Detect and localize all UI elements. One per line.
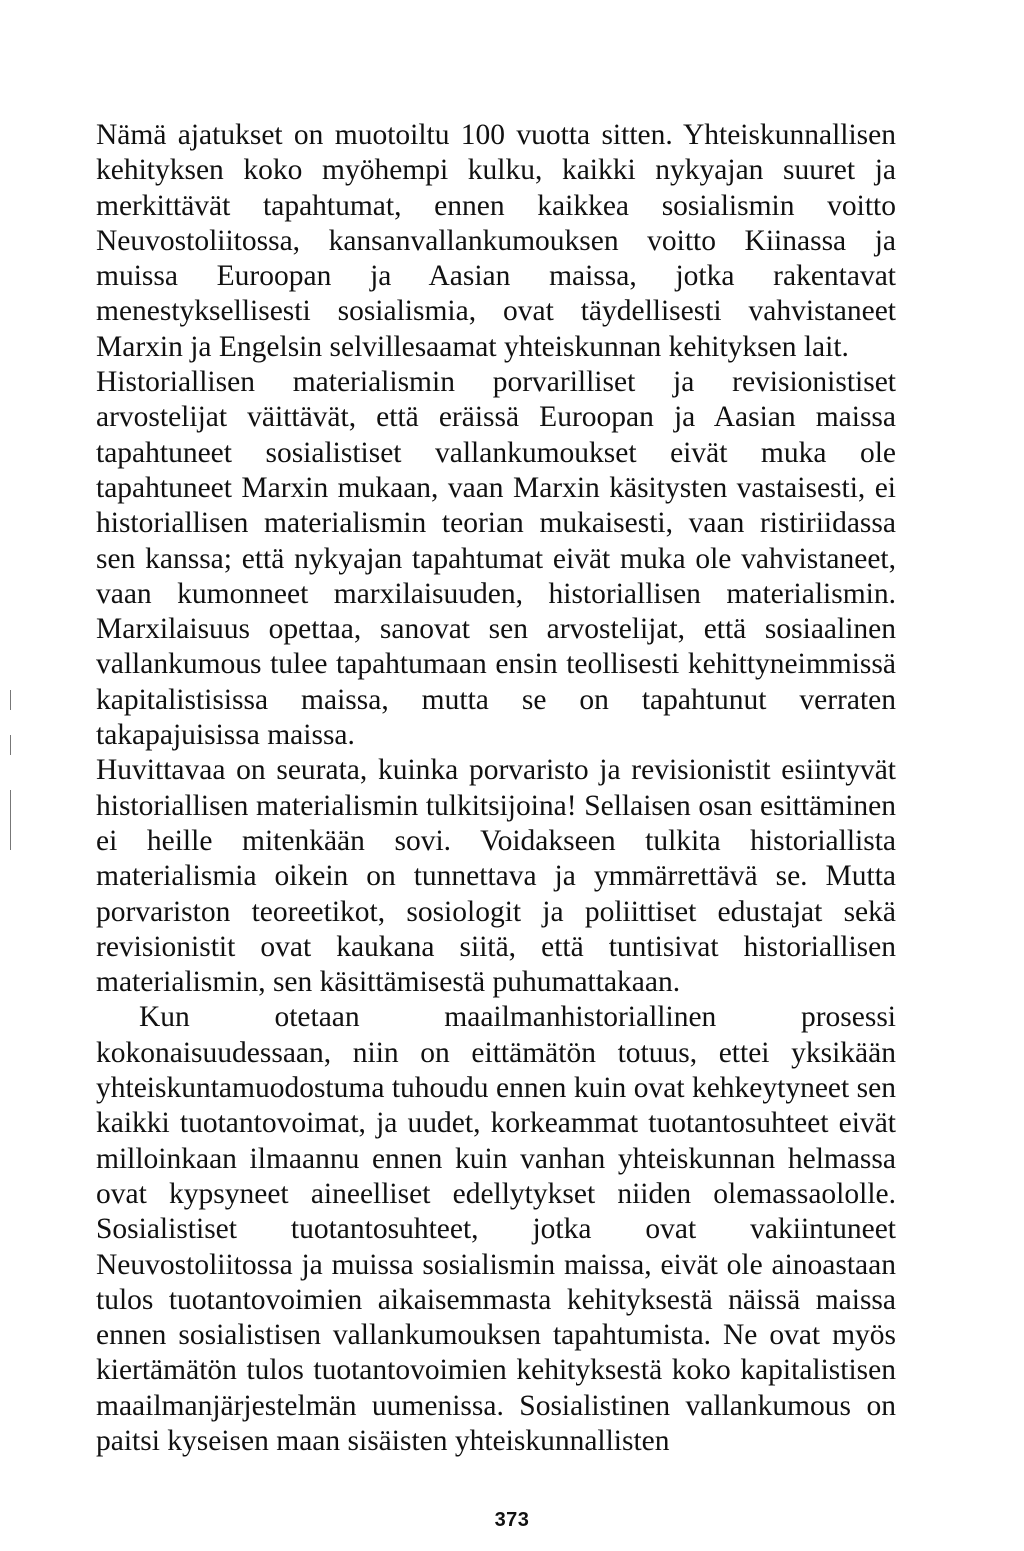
paragraph-1: Nämä ajatukset on muotoiltu 100 vuotta sitten. Yhteiskunnallisen kehityksen koko myöhempi kulku, kaikki nykyajan suuret ja merkittävät tapahtumat, ennen kaikkea sosialismin voitto Neuvostoliitossa, kansanvallankumouksen voitto Kiinassa ja muissa Euroopan ja Aasian maissa, jotka rakentavat menestyksellisesti sosialismia, ovat täydellisesti vahvistaneet Marxin ja Engelsin selvillesaamat yhteiskunnan kehityksen lait. bbox=[96, 119, 896, 363]
paragraph-4: Kun otetaan maailmanhistoriallinen prosessi kokonaisuudessaan, niin on eittämätön totuus, ettei yksikään yhteiskuntamuodostuma tuhoudu ennen kuin ovat kehkeytyneet sen kaikki tuotantovoimat, ja uudet, korkeammat tuotantosuhteet eivät milloinkaan ilmaannu ennen kuin vanhan yhteiskunnan helmassa ovat kypsyneet aineelliset edellytykset niiden olemassaololle. Sosialistiset tuotantosuhteet, jotka ovat vakiintuneet Neuvostoliitossa ja muissa sosialismin maissa, eivät ole ainoastaan tulos tuotantovoimien aikaisemmasta kehityksestä näissä maissa ennen sosialistisen vallankumouksen tapahtumista. Ne ovat myös kiertämätön tulos tuotantovoimien kehityksestä koko kapitalistisen maailmanjärjestelmän uumenissa. Sosialistinen vallankumous on paitsi kyseisen maan sisäisten yhteiskunnallisten bbox=[96, 1001, 896, 1457]
scan-margin-mark bbox=[10, 690, 11, 710]
page-body bbox=[96, 118, 896, 1538]
paragraph-2: Historiallisen materialismin porvarilliset ja revisionistiset arvostelijat väittävät, että eräissä Euroopan ja Aasian maissa tapahtuneet sosialistiset vallankumoukset eivät muka ole tapahtuneet Marxin mukaan, vaan Marxin käsitysten vastaisesti, ei historiallisen materialismin teorian mukaisesti, vaan ristiriidassa sen kanssa; että nykyajan tapahtumat eivät muka ole vahvistaneet, vaan kumonneet marxilaisuuden, historiallisen materialismin. Marxilaisuus opettaa, sanovat sen arvostelijat, että sosiaalinen vallankumous tulee tapahtumaan ensin teollisesti kehittyneimmissä kapitalistisissa maissa, mutta se on tapahtunut verraten takapajuisissa maissa. bbox=[96, 366, 896, 752]
paragraph-3: Huvittavaa on seurata, kuinka porvaristo ja revisionistit esiintyvät historiallisen materialismin tulkitsijoina! Sellaisen osan esittäminen ei heille mitenkään sovi. Voidakseen tulkita historiallista materialismia oikein on tunnettava ja ymmärrettävä se. Mutta porvariston teoreetikot, sosiologit ja poliittiset edustajat sekä revisionistit ovat kaukana siitä, että tuntisivat historiallisen materialismin, sen käsittämisestä puhumattakaan. bbox=[96, 754, 896, 999]
page-number: 373 bbox=[494, 1509, 530, 1531]
scan-margin-mark bbox=[10, 735, 11, 755]
scan-margin-mark bbox=[10, 790, 11, 850]
